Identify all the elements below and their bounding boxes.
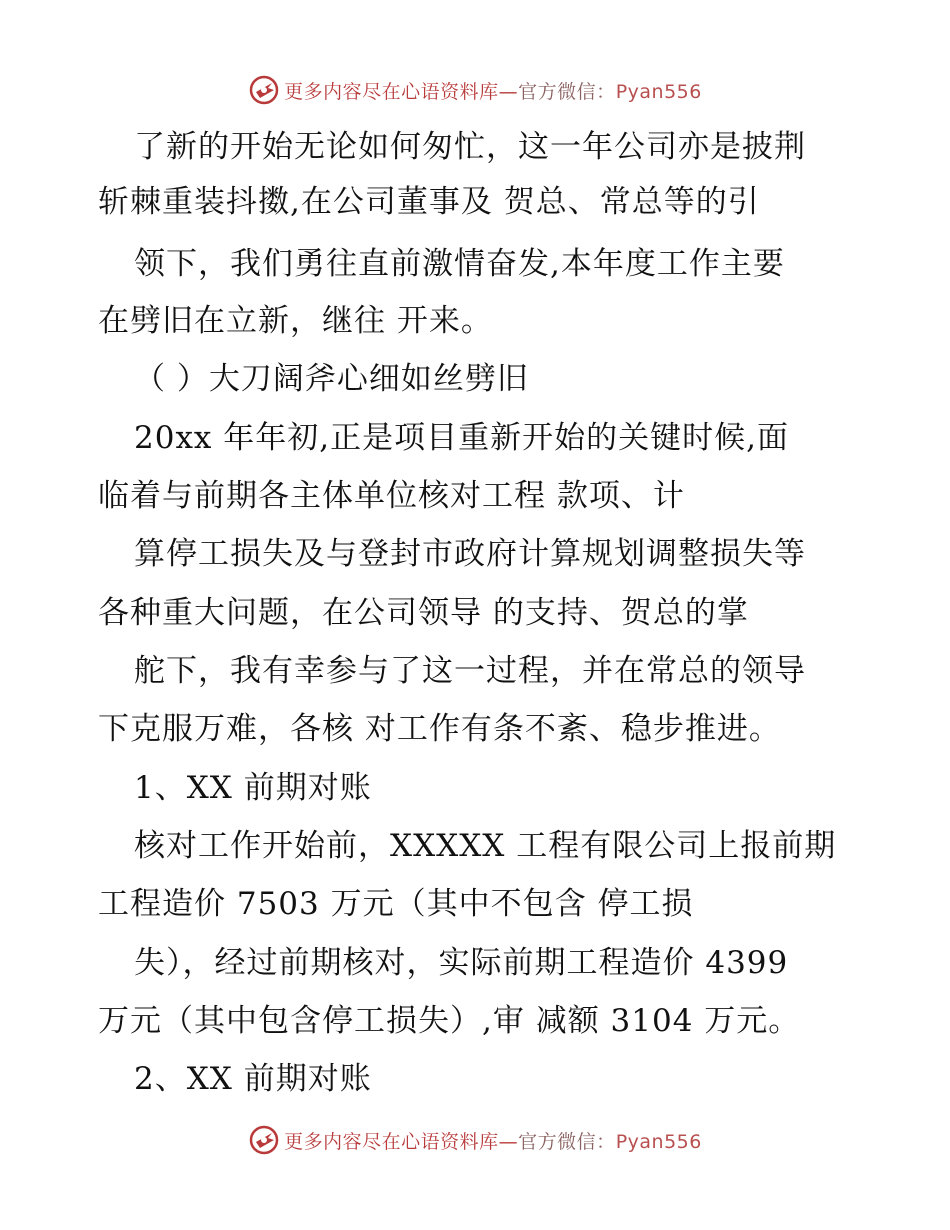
logo-icon: [248, 74, 280, 106]
paragraph-line: 工程造价 7503 万元（其中不包含 停工损: [98, 886, 694, 922]
banner-main-text: 更多内容尽在心语资料库: [284, 1130, 499, 1153]
paragraph-line: 万元（其中包含停工损失）,审 减额 3104 万元。: [98, 1003, 801, 1039]
paragraph-line: 舵下，我有幸参与了这一过程，并在常总的领导: [134, 653, 806, 689]
banner-text: [284, 77, 702, 104]
paragraph-line: 了新的开始无论如何匆忙，这一年公司亦是披荆: [134, 129, 806, 165]
banner-wechat-id: Pyan556: [615, 1130, 702, 1153]
paragraph-line: 下克服万难，各核 对工作有条不紊、稳步推进。: [98, 711, 781, 747]
footer-banner: [0, 1120, 950, 1160]
paragraph-line: 20xx 年年初,正是项目重新开始的关键时候,面: [134, 420, 789, 456]
banner-dash: —: [498, 80, 519, 103]
banner-sub-text: 官方微信：: [518, 1130, 616, 1153]
paragraph-line: 失），经过前期核对，实际前期工程造价 4399: [134, 945, 789, 981]
banner-sub-text: 官方微信：: [518, 80, 616, 103]
paragraph-line: 各种重大问题，在公司领导 的支持、贺总的掌: [98, 595, 749, 631]
banner-main-text: 更多内容尽在心语资料库: [284, 80, 499, 103]
section-heading: 2、XX 前期对账: [134, 1061, 372, 1097]
paragraph-line: 领下，我们勇往直前激情奋发,本年度工作主要: [134, 246, 785, 282]
banner-text: [284, 1127, 702, 1154]
header-banner: [0, 70, 950, 110]
section-heading: 1、XX 前期对账: [134, 770, 372, 806]
paragraph-line: 斩棘重装抖擞,在公司董事及 贺总、常总等的引: [98, 184, 760, 220]
paragraph-line: 算停工损失及与登封市政府计算规划调整损失等: [134, 536, 806, 572]
logo-icon: [248, 1124, 280, 1156]
paragraph-line: 在劈旧在立新，继往 开来。: [98, 303, 493, 339]
section-heading: （ ）大刀阔斧心细如丝劈旧: [134, 361, 529, 397]
paragraph-line: 临着与前期各主体单位核对工程 款项、计: [98, 478, 685, 514]
banner-dash: —: [498, 1130, 519, 1153]
paragraph-line: 核对工作开始前，XXXXX 工程有限公司上报前期: [134, 828, 837, 864]
banner-wechat-id: Pyan556: [615, 80, 702, 103]
